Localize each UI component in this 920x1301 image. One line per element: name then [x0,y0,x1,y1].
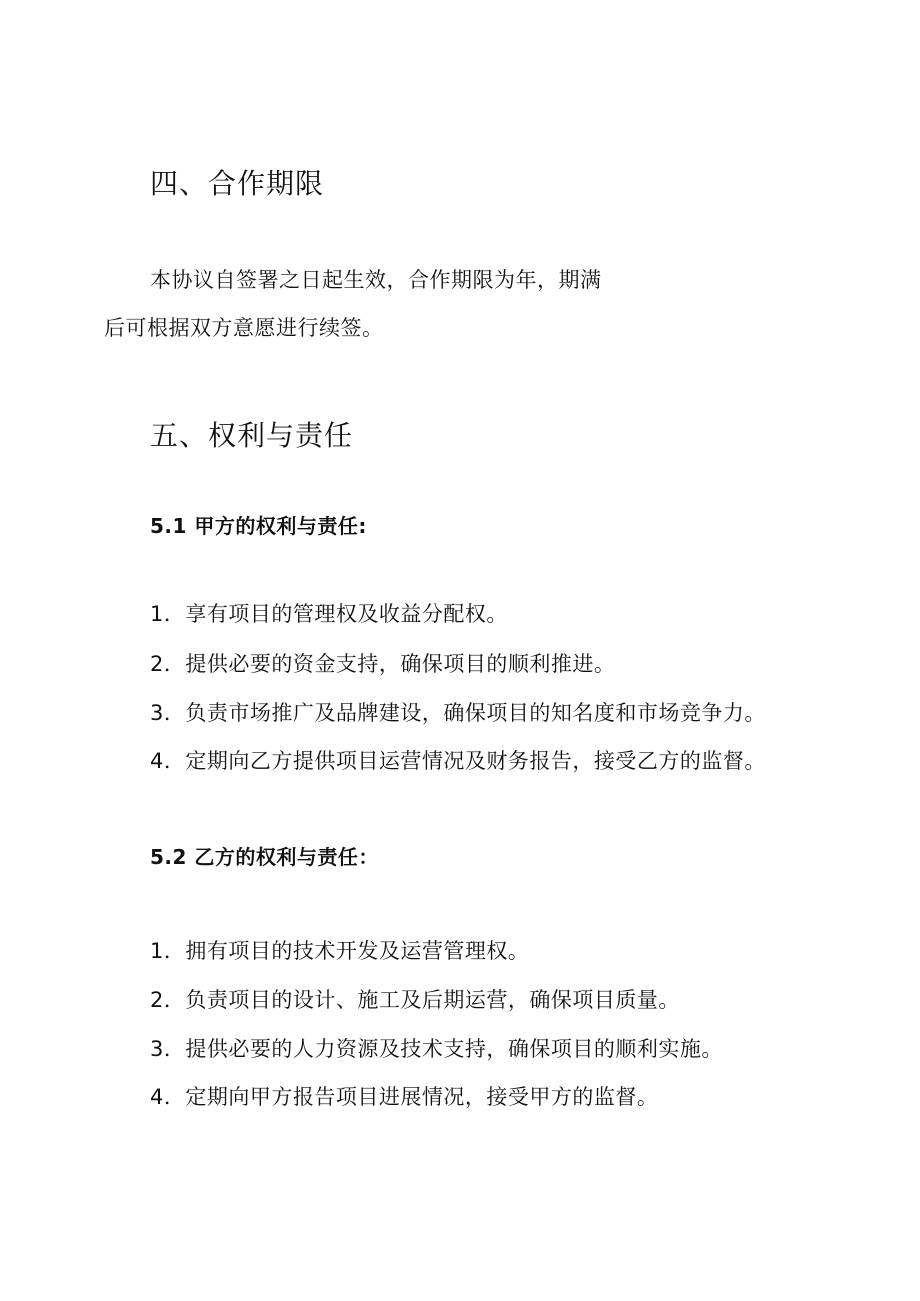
section-5-heading: 五、权利与责任 [150,419,354,452]
party-b-item-4: 4．定期向甲方报告项目进展情况，接受甲方的监督。 [150,1085,659,1109]
party-a-item-3: 3．负责市场推广及品牌建设，确保项目的知名度和市场竞争力。 [150,701,766,725]
party-a-item-4: 4．定期向乙方提供项目运营情况及财务报告，接受乙方的监督。 [150,749,766,773]
section-4-paragraph-line-1: 本协议自签署之日起生效，合作期限为年，期满 [150,268,602,292]
subsection-5-2-title: 5.2 乙方的权利与责任： [150,845,379,869]
party-a-item-2: 2．提供必要的资金支持，确保项目的顺利推进。 [150,652,616,676]
subsection-5-1-title: 5.1 甲方的权利与责任: [150,514,367,538]
section-4-heading: 四、合作期限 [150,167,325,200]
party-b-item-2: 2．负责项目的设计、施工及后期运营，确保项目质量。 [150,988,680,1012]
party-a-item-1: 1．享有项目的管理权及收益分配权。 [150,602,508,626]
section-4-paragraph-line-2: 后可根据双方意愿进行续签。 [104,316,384,340]
party-b-item-3: 3．提供必要的人力资源及技术支持，确保项目的顺利实施。 [150,1037,723,1061]
party-b-item-1: 1．拥有项目的技术开发及运营管理权。 [150,939,530,963]
